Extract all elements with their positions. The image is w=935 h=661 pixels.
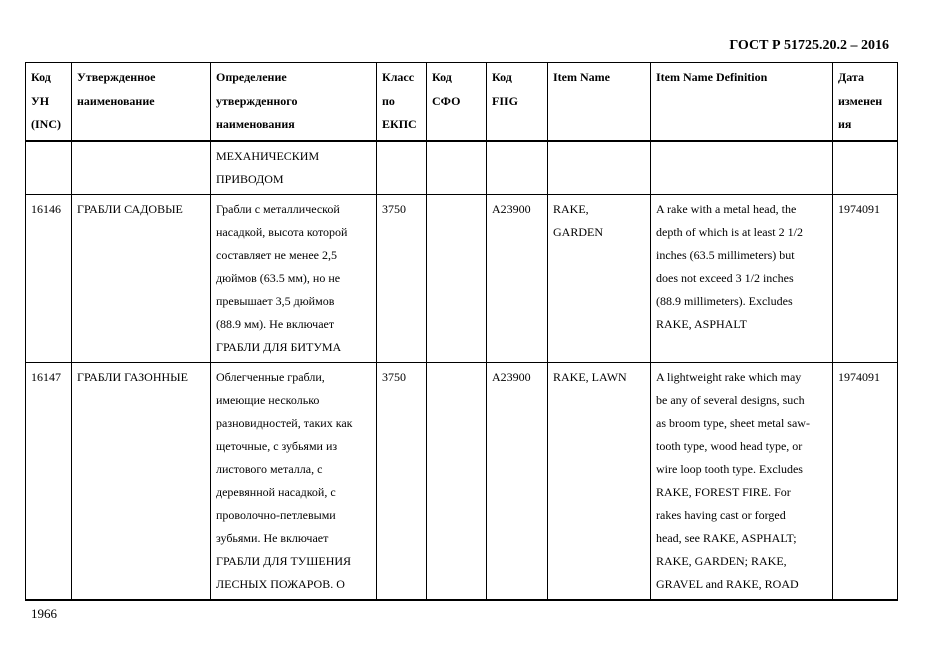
cell-sfo bbox=[427, 194, 487, 362]
cell-sfo bbox=[427, 362, 487, 600]
cell-fiig bbox=[487, 141, 548, 195]
col-header-class: Класс по ЕКПС bbox=[377, 63, 427, 141]
cell-definition: Грабли с металлической насадкой, высота которой составляет не менее 2,5 дюймов (63.5 мм), но не превышает 3,5 дюймов (88.9 мм). Не включает ГРАБЛИ ДЛЯ БИТУМА bbox=[211, 194, 377, 362]
col-header-item-name: Item Name bbox=[548, 63, 651, 141]
cell-date: 1974091 bbox=[833, 194, 898, 362]
cell-date bbox=[833, 141, 898, 195]
cell-item-name: RAKE, GARDEN bbox=[548, 194, 651, 362]
cell-name: ГРАБЛИ САДОВЫЕ bbox=[72, 194, 211, 362]
cell-class bbox=[377, 141, 427, 195]
cell-item-name: RAKE, LAWN bbox=[548, 362, 651, 600]
col-header-sfo: Код СФО bbox=[427, 63, 487, 141]
cell-item-definition bbox=[651, 141, 833, 195]
col-header-definition: Определение утвержденного наименования bbox=[211, 63, 377, 141]
page-number: 1966 bbox=[31, 606, 57, 621]
col-header-item-definition: Item Name Definition bbox=[651, 63, 833, 141]
col-header-inc: Код УН (INC) bbox=[26, 63, 72, 141]
col-header-date: Дата изменен ия bbox=[833, 63, 898, 141]
cell-item-definition: A lightweight rake which may be any of several designs, such as broom type, sheet metal saw- tooth type, wood head type, or wire loop tooth type. Excludes RAKE, FOREST FIRE. For rakes having cast or forged head, see RAKE, ASPHALT; RAKE, GARDEN; RAKE, GRAVEL and RAKE, ROAD bbox=[651, 362, 833, 600]
cell-class: 3750 bbox=[377, 194, 427, 362]
col-header-fiig: Код FIIG bbox=[487, 63, 548, 141]
table-header-row bbox=[26, 63, 898, 141]
cell-sfo bbox=[427, 141, 487, 195]
table-row bbox=[26, 362, 898, 600]
cell-name bbox=[72, 141, 211, 195]
cell-item-definition: A rake with a metal head, the depth of which is at least 2 1/2 inches (63.5 millimeters) but does not exceed 3 1/2 inches (88.9 millimeters). Excludes RAKE, ASPHALT bbox=[651, 194, 833, 362]
cell-inc: 16147 bbox=[26, 362, 72, 600]
cell-inc bbox=[26, 141, 72, 195]
cell-fiig: A23900 bbox=[487, 362, 548, 600]
col-header-approved-name: Утвержденное наименование bbox=[72, 63, 211, 141]
cell-class: 3750 bbox=[377, 362, 427, 600]
cell-definition: Облегченные грабли, имеющие несколько разновидностей, таких как щеточные, с зубьями из листового металла, с деревянной насадкой, с проволочно-петлевыми зубьями. Не включает ГРАБЛИ ДЛЯ ТУШЕНИЯ ЛЕСНЫХ ПОЖАРОВ. О bbox=[211, 362, 377, 600]
item-name-table bbox=[25, 62, 898, 601]
cell-definition: МЕХАНИЧЕСКИМ ПРИВОДОМ bbox=[211, 141, 377, 195]
table-row bbox=[26, 194, 898, 362]
cell-fiig: A23900 bbox=[487, 194, 548, 362]
cell-date: 1974091 bbox=[833, 362, 898, 600]
cell-name: ГРАБЛИ ГАЗОННЫЕ bbox=[72, 362, 211, 600]
cell-inc: 16146 bbox=[26, 194, 72, 362]
table-row bbox=[26, 141, 898, 195]
document-header: ГОСТ Р 51725.20.2 – 2016 bbox=[729, 38, 889, 53]
cell-item-name bbox=[548, 141, 651, 195]
